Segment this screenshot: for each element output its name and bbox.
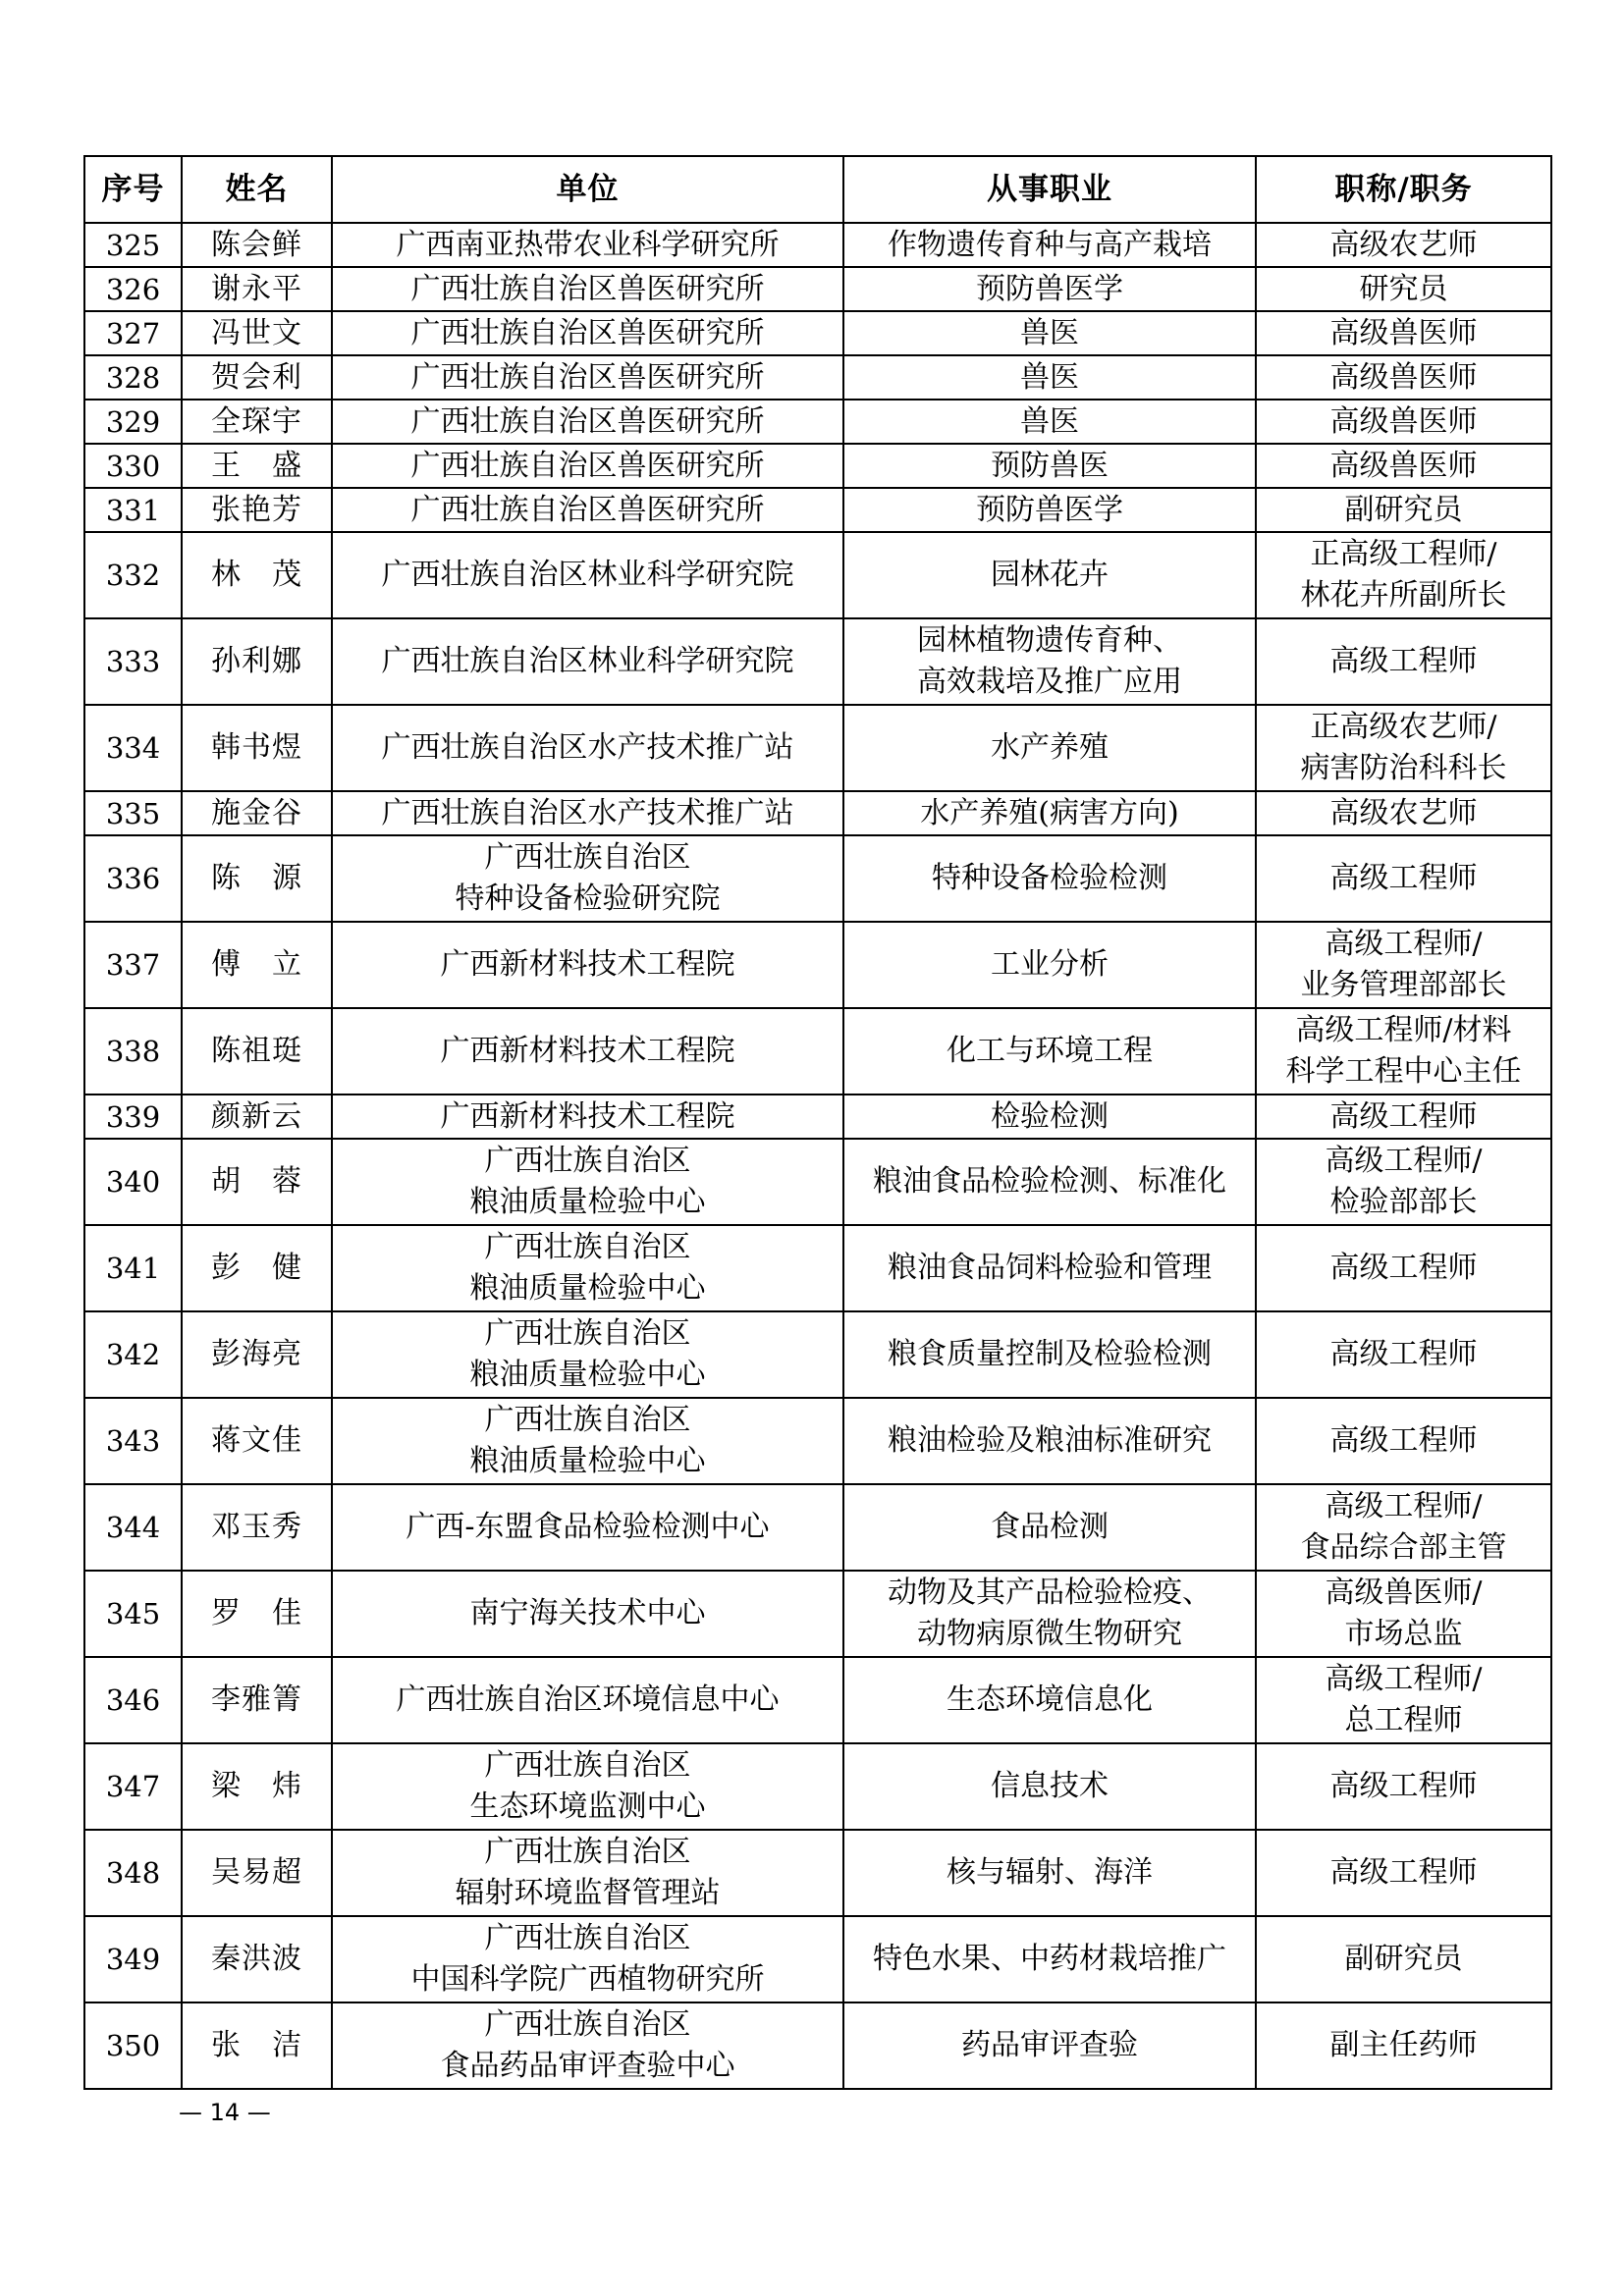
- table-row: [84, 532, 1551, 618]
- cell-name: 韩书煜: [182, 705, 332, 791]
- cell-serial-number: 326: [84, 267, 182, 311]
- cell-unit-line: 特种设备检验研究院: [455, 881, 721, 916]
- cell-unit-line: 中国科学院广西植物研究所: [410, 1962, 765, 1997]
- cell-title-position: [1256, 223, 1551, 267]
- cell-occupation: [843, 488, 1256, 532]
- cell-occupation-line: 预防兽医学: [976, 271, 1123, 306]
- cell-title-position-line: 高级工程师: [1329, 1769, 1478, 1803]
- cell-unit: [332, 1311, 843, 1398]
- cell-occupation: [843, 1311, 1256, 1398]
- cell-serial-number: 327: [84, 311, 182, 355]
- cell-name: 林 茂: [182, 532, 332, 618]
- cell-occupation-line: 检验检测: [991, 1098, 1109, 1134]
- cell-serial-number: 342: [84, 1311, 182, 1398]
- table-row: [84, 835, 1551, 922]
- cell-occupation: [843, 705, 1256, 791]
- cell-title-position: [1256, 705, 1551, 791]
- cell-occupation-line: 生态环境信息化: [947, 1682, 1153, 1717]
- cell-unit-line: 广西壮族自治区兽医研究所: [410, 271, 765, 306]
- cell-title-position-line: 业务管理部部长: [1300, 968, 1507, 1002]
- cell-serial-number: 334: [84, 705, 182, 791]
- cell-unit-line: 粮油质量检验中心: [469, 1185, 706, 1219]
- cell-unit: [332, 1095, 843, 1139]
- cell-name: 陈会鲜: [182, 223, 332, 267]
- cell-unit-line: 广西壮族自治区水产技术推广站: [381, 730, 794, 765]
- table-row: [84, 1008, 1551, 1095]
- cell-occupation-line: 药品审评查验: [961, 2028, 1138, 2062]
- cell-name: 颜新云: [182, 1095, 332, 1139]
- cell-serial-number: 333: [84, 618, 182, 705]
- cell-title-position-line: 检验部部长: [1329, 1185, 1478, 1219]
- header-row: [84, 156, 1551, 223]
- table-row: [84, 1571, 1551, 1657]
- cell-name: 吴易超: [182, 1830, 332, 1916]
- table-row: [84, 1139, 1551, 1225]
- cell-unit-line: 广西壮族自治区: [484, 2007, 691, 2042]
- cell-occupation-line: 信息技术: [991, 1769, 1109, 1803]
- cell-unit: [332, 1398, 843, 1484]
- cell-title-position-line: 高级工程师: [1329, 1337, 1478, 1371]
- cell-title-position-line: 高级工程师: [1329, 861, 1478, 895]
- table-row: [84, 1095, 1551, 1139]
- cell-title-position: [1256, 618, 1551, 705]
- cell-occupation: [843, 223, 1256, 267]
- cell-title-position-line: 高级兽医师: [1329, 359, 1478, 395]
- cell-title-position-line: 高级工程师/: [1325, 1489, 1483, 1523]
- cell-title-position-line: 高级工程师/: [1325, 927, 1483, 961]
- cell-unit-line: 广西壮族自治区兽医研究所: [410, 492, 765, 527]
- cell-title-position-line: 高级工程师: [1329, 1251, 1478, 1285]
- cell-title-position: [1256, 1095, 1551, 1139]
- cell-name: 陈祖珽: [182, 1008, 332, 1095]
- cell-unit-line: 广西壮族自治区: [484, 1316, 691, 1351]
- cell-unit-line: 广西壮族自治区: [484, 1403, 691, 1437]
- cell-occupation: [843, 2002, 1256, 2089]
- cell-occupation: [843, 1008, 1256, 1095]
- cell-unit-line: 食品药品审评查验中心: [440, 2049, 735, 2083]
- cell-occupation: [843, 444, 1256, 488]
- cell-name: 张艳芳: [182, 488, 332, 532]
- table-row: [84, 1311, 1551, 1398]
- table-row: [84, 791, 1551, 835]
- header-unit: 单位: [332, 156, 843, 223]
- cell-title-position: [1256, 1484, 1551, 1571]
- cell-occupation-line: 园林植物遗传育种、: [917, 623, 1182, 658]
- cell-unit: [332, 1484, 843, 1571]
- cell-title-position-line: 高级工程师: [1329, 1855, 1478, 1890]
- cell-unit: [332, 1225, 843, 1311]
- cell-unit: [332, 1657, 843, 1743]
- cell-occupation-line: 水产养殖(病害方向): [920, 795, 1179, 830]
- cell-title-position-line: 高级兽医师/: [1325, 1575, 1483, 1610]
- cell-unit: [332, 791, 843, 835]
- cell-unit: [332, 444, 843, 488]
- cell-unit: [332, 267, 843, 311]
- cell-title-position: [1256, 1225, 1551, 1311]
- cell-name: 梁 炜: [182, 1743, 332, 1830]
- cell-serial-number: 344: [84, 1484, 182, 1571]
- cell-occupation: [843, 835, 1256, 922]
- cell-title-position-line: 科学工程中心主任: [1285, 1054, 1522, 1089]
- cell-title-position: [1256, 1398, 1551, 1484]
- cell-name: 冯世文: [182, 311, 332, 355]
- table-row: [84, 1916, 1551, 2002]
- header-occupation: 从事职业: [843, 156, 1256, 223]
- cell-occupation-line: 预防兽医学: [976, 492, 1123, 527]
- table-row: [84, 400, 1551, 444]
- cell-occupation: [843, 1743, 1256, 1830]
- cell-occupation-line: 园林花卉: [991, 558, 1109, 592]
- cell-title-position: [1256, 1743, 1551, 1830]
- cell-name: 施金谷: [182, 791, 332, 835]
- cell-unit-line: 广西壮族自治区: [484, 1835, 691, 1869]
- cell-title-position-line: 副主任药师: [1329, 2028, 1478, 2062]
- cell-occupation-line: 兽医: [1020, 315, 1079, 350]
- cell-name: 彭 健: [182, 1225, 332, 1311]
- cell-serial-number: 328: [84, 355, 182, 400]
- cell-title-position-line: 高级工程师/: [1325, 1144, 1483, 1178]
- cell-serial-number: 348: [84, 1830, 182, 1916]
- cell-title-position: [1256, 1916, 1551, 2002]
- cell-occupation-line: 高效栽培及推广应用: [917, 665, 1182, 699]
- table-row: [84, 444, 1551, 488]
- table-row: [84, 267, 1551, 311]
- cell-serial-number: 340: [84, 1139, 182, 1225]
- cell-unit-line: 生态环境监测中心: [469, 1789, 706, 1824]
- cell-title-position: [1256, 400, 1551, 444]
- cell-unit: [332, 532, 843, 618]
- cell-unit-line: 广西壮族自治区水产技术推广站: [381, 795, 794, 830]
- table-row: [84, 2002, 1551, 2089]
- cell-title-position: [1256, 355, 1551, 400]
- cell-unit-line: 广西壮族自治区环境信息中心: [396, 1682, 780, 1717]
- cell-title-position-line: 高级工程师: [1329, 1423, 1478, 1458]
- table-row: [84, 1743, 1551, 1830]
- cell-occupation: [843, 267, 1256, 311]
- cell-unit: [332, 835, 843, 922]
- cell-name: 胡 蓉: [182, 1139, 332, 1225]
- cell-title-position: [1256, 532, 1551, 618]
- cell-title-position: [1256, 2002, 1551, 2089]
- cell-unit-line: 辐射环境监督管理站: [455, 1876, 721, 1910]
- cell-name: 陈 源: [182, 835, 332, 922]
- cell-name: 李雅箐: [182, 1657, 332, 1743]
- cell-unit: [332, 355, 843, 400]
- cell-title-position: [1256, 1139, 1551, 1225]
- cell-serial-number: 341: [84, 1225, 182, 1311]
- table-row: [84, 1657, 1551, 1743]
- table-row: [84, 1398, 1551, 1484]
- cell-name: 全琛宇: [182, 400, 332, 444]
- header-name: 姓名: [182, 156, 332, 223]
- cell-serial-number: 346: [84, 1657, 182, 1743]
- cell-occupation: [843, 1398, 1256, 1484]
- cell-occupation: [843, 355, 1256, 400]
- table-row: [84, 223, 1551, 267]
- cell-occupation: [843, 1139, 1256, 1225]
- cell-unit: [332, 488, 843, 532]
- cell-occupation-line: 动物病原微生物研究: [917, 1617, 1182, 1651]
- cell-occupation: [843, 1225, 1256, 1311]
- cell-occupation-line: 特色水果、中药材栽培推广: [873, 1942, 1226, 1976]
- cell-occupation: [843, 618, 1256, 705]
- cell-occupation: [843, 1916, 1256, 2002]
- cell-serial-number: 343: [84, 1398, 182, 1484]
- cell-serial-number: 347: [84, 1743, 182, 1830]
- cell-unit-line: 广西壮族自治区: [484, 1144, 691, 1178]
- cell-serial-number: 336: [84, 835, 182, 922]
- cell-serial-number: 339: [84, 1095, 182, 1139]
- cell-title-position-line: 高级兽医师: [1329, 448, 1478, 483]
- cell-unit: [332, 618, 843, 705]
- cell-unit-line: 广西壮族自治区: [484, 840, 691, 875]
- cell-name: 罗 佳: [182, 1571, 332, 1657]
- header-serial-number: 序号: [84, 156, 182, 223]
- cell-serial-number: 335: [84, 791, 182, 835]
- cell-occupation-line: 兽医: [1020, 403, 1079, 439]
- cell-title-position: [1256, 1657, 1551, 1743]
- cell-occupation-line: 作物遗传育种与高产栽培: [888, 227, 1212, 262]
- cell-unit: [332, 1743, 843, 1830]
- cell-unit-line: 广西壮族自治区兽医研究所: [410, 448, 765, 483]
- cell-title-position-line: 正高级农艺师/: [1310, 710, 1497, 744]
- cell-title-position-line: 高级农艺师: [1329, 795, 1478, 830]
- cell-occupation-line: 核与辐射、海洋: [947, 1855, 1153, 1890]
- cell-unit-line: 广西壮族自治区兽医研究所: [410, 403, 765, 439]
- cell-occupation-line: 工业分析: [991, 947, 1109, 982]
- cell-unit-line: 广西南亚热带农业科学研究所: [396, 227, 780, 262]
- cell-name: 彭海亮: [182, 1311, 332, 1398]
- cell-occupation: [843, 1830, 1256, 1916]
- cell-unit-line: 粮油质量检验中心: [469, 1358, 706, 1392]
- cell-occupation-line: 预防兽医: [991, 448, 1109, 483]
- cell-title-position: [1256, 1571, 1551, 1657]
- cell-name: 贺会利: [182, 355, 332, 400]
- table-row: [84, 488, 1551, 532]
- cell-title-position-line: 病害防治科科长: [1300, 751, 1507, 785]
- cell-unit: [332, 1916, 843, 2002]
- cell-serial-number: 331: [84, 488, 182, 532]
- cell-title-position-line: 林花卉所副所长: [1300, 578, 1507, 613]
- cell-serial-number: 332: [84, 532, 182, 618]
- cell-occupation-line: 动物及其产品检验检疫、: [888, 1575, 1212, 1610]
- table-row: [84, 705, 1551, 791]
- table-row: [84, 1225, 1551, 1311]
- cell-title-position-line: 副研究员: [1344, 492, 1463, 527]
- cell-title-position-line: 研究员: [1359, 271, 1448, 306]
- table-row: [84, 618, 1551, 705]
- cell-occupation-line: 兽医: [1020, 359, 1079, 395]
- table-header: [84, 156, 1551, 223]
- cell-serial-number: 337: [84, 922, 182, 1008]
- cell-title-position: [1256, 1830, 1551, 1916]
- cell-unit-line: 粮油质量检验中心: [469, 1444, 706, 1478]
- cell-unit-line: 广西新材料技术工程院: [440, 1034, 735, 1068]
- header-title-position: 职称/职务: [1256, 156, 1551, 223]
- cell-title-position-line: 总工程师: [1344, 1703, 1463, 1737]
- cell-unit-line: 广西壮族自治区林业科学研究院: [381, 558, 794, 592]
- cell-title-position-line: 高级农艺师: [1329, 227, 1478, 262]
- table-body: [84, 223, 1551, 2089]
- cell-unit: [332, 1830, 843, 1916]
- table-row: [84, 355, 1551, 400]
- cell-unit-line: 南宁海关技术中心: [469, 1596, 706, 1630]
- cell-occupation: [843, 1484, 1256, 1571]
- cell-serial-number: 349: [84, 1916, 182, 2002]
- cell-occupation: [843, 1571, 1256, 1657]
- cell-unit-line: 广西新材料技术工程院: [440, 947, 735, 982]
- cell-title-position-line: 正高级工程师/: [1310, 537, 1497, 571]
- cell-title-position-line: 高级工程师: [1329, 1098, 1478, 1134]
- cell-occupation: [843, 311, 1256, 355]
- cell-unit-line: 广西壮族自治区: [484, 1748, 691, 1783]
- cell-title-position: [1256, 488, 1551, 532]
- cell-occupation-line: 粮油食品饲料检验和管理: [888, 1251, 1212, 1285]
- cell-title-position: [1256, 1311, 1551, 1398]
- cell-unit: [332, 1571, 843, 1657]
- cell-name: 孙利娜: [182, 618, 332, 705]
- cell-serial-number: 345: [84, 1571, 182, 1657]
- table-row: [84, 1484, 1551, 1571]
- cell-title-position-line: 高级兽医师: [1329, 315, 1478, 350]
- cell-occupation: [843, 922, 1256, 1008]
- page-number: — 14 —: [179, 2099, 271, 2126]
- cell-occupation-line: 粮油检验及粮油标准研究: [888, 1423, 1212, 1458]
- cell-occupation: [843, 1095, 1256, 1139]
- cell-title-position-line: 高级工程师/: [1325, 1662, 1483, 1696]
- cell-occupation-line: 粮油食品检验检测、标准化: [873, 1164, 1226, 1199]
- cell-title-position: [1256, 267, 1551, 311]
- cell-unit-line: 广西壮族自治区兽医研究所: [410, 315, 765, 350]
- cell-occupation-line: 化工与环境工程: [947, 1034, 1153, 1068]
- cell-occupation: [843, 1657, 1256, 1743]
- cell-title-position: [1256, 791, 1551, 835]
- cell-title-position: [1256, 311, 1551, 355]
- cell-name: 蒋文佳: [182, 1398, 332, 1484]
- cell-serial-number: 329: [84, 400, 182, 444]
- cell-unit-line: 粮油质量检验中心: [469, 1271, 706, 1306]
- cell-occupation: [843, 791, 1256, 835]
- cell-title-position-line: 高级工程师: [1329, 644, 1478, 678]
- cell-serial-number: 338: [84, 1008, 182, 1095]
- cell-title-position: [1256, 444, 1551, 488]
- cell-unit: [332, 400, 843, 444]
- cell-unit-line: 广西壮族自治区林业科学研究院: [381, 644, 794, 678]
- cell-unit-line: 广西新材料技术工程院: [440, 1098, 735, 1134]
- cell-occupation: [843, 400, 1256, 444]
- cell-unit: [332, 1139, 843, 1225]
- cell-unit-line: 广西-东盟食品检验检测中心: [406, 1510, 770, 1544]
- cell-unit: [332, 922, 843, 1008]
- cell-name: 王 盛: [182, 444, 332, 488]
- cell-title-position: [1256, 922, 1551, 1008]
- cell-unit: [332, 705, 843, 791]
- cell-title-position-line: 市场总监: [1344, 1617, 1463, 1651]
- cell-title-position: [1256, 835, 1551, 922]
- cell-occupation-line: 粮食质量控制及检验检测: [888, 1337, 1212, 1371]
- table-row: [84, 311, 1551, 355]
- cell-name: 谢永平: [182, 267, 332, 311]
- table-row: [84, 922, 1551, 1008]
- cell-title-position-line: 高级工程师/材料: [1295, 1013, 1512, 1047]
- cell-unit: [332, 2002, 843, 2089]
- cell-name: 邓玉秀: [182, 1484, 332, 1571]
- cell-unit-line: 广西壮族自治区: [484, 1921, 691, 1955]
- table-row: [84, 1830, 1551, 1916]
- cell-unit: [332, 1008, 843, 1095]
- cell-title-position: [1256, 1008, 1551, 1095]
- cell-serial-number: 350: [84, 2002, 182, 2089]
- cell-occupation: [843, 532, 1256, 618]
- cell-name: 傅 立: [182, 922, 332, 1008]
- cell-serial-number: 325: [84, 223, 182, 267]
- cell-title-position-line: 副研究员: [1344, 1942, 1463, 1976]
- cell-name: 张 洁: [182, 2002, 332, 2089]
- cell-title-position-line: 食品综合部主管: [1300, 1530, 1507, 1565]
- cell-occupation-line: 食品检测: [991, 1510, 1109, 1544]
- cell-occupation-line: 水产养殖: [991, 730, 1109, 765]
- cell-name: 秦洪波: [182, 1916, 332, 2002]
- cell-unit: [332, 223, 843, 267]
- cell-unit-line: 广西壮族自治区: [484, 1230, 691, 1264]
- personnel-table: [83, 155, 1552, 2090]
- cell-serial-number: 330: [84, 444, 182, 488]
- cell-title-position-line: 高级兽医师: [1329, 403, 1478, 439]
- cell-unit-line: 广西壮族自治区兽医研究所: [410, 359, 765, 395]
- cell-unit: [332, 311, 843, 355]
- cell-occupation-line: 特种设备检验检测: [932, 861, 1167, 895]
